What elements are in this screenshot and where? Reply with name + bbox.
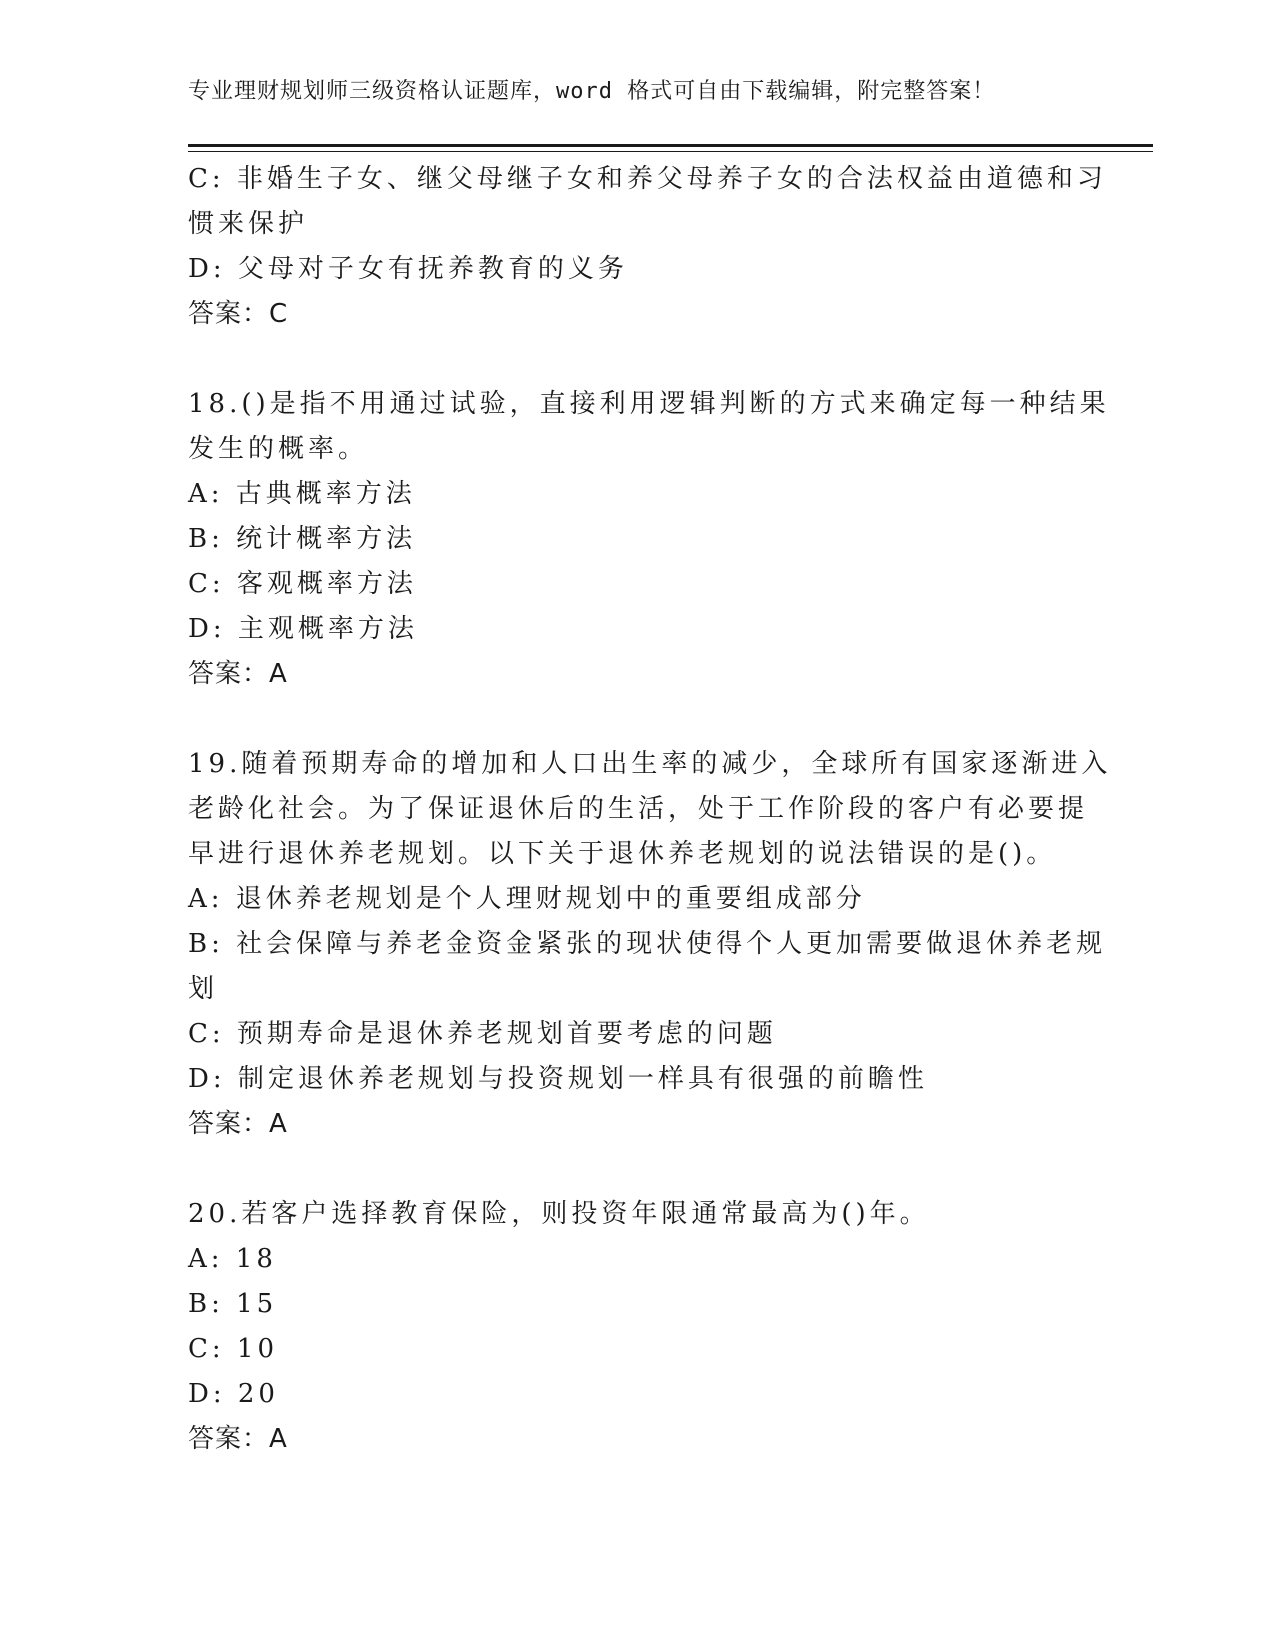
q20-option-a: A: 18: [188, 1244, 277, 1274]
q17-option-d: D: 父母对子女有抚养教育的义务: [188, 254, 628, 284]
question-17-tail: [188, 157, 1107, 337]
q17-answer: 答案：C: [188, 299, 289, 329]
q19-option-a: A: 退休养老规划是个人理财规划中的重要组成部分: [188, 884, 866, 914]
q18-stem-line1: 18.()是指不用通过试验，直接利用逻辑判断的方式来确定每一种结果: [188, 389, 1110, 419]
q19-stem-line2: 老龄化社会。为了保证退休后的生活，处于工作阶段的客户有必要提: [188, 794, 1089, 824]
header-rule-thick: [188, 144, 1153, 147]
q20-option-b: B: 15: [188, 1289, 278, 1319]
q18-option-c: C: 客观概率方法: [188, 569, 417, 599]
q18-option-d: D: 主观概率方法: [188, 614, 418, 644]
q19-option-b-line2: 划: [188, 974, 219, 1004]
q18-answer: 答案：A: [188, 659, 288, 689]
q17-option-c-line1: C: 非婚生子女、继父母继子女和养父母养子女的合法权益由道德和习: [188, 164, 1107, 194]
q20-stem: 20.若客户选择教育保险，则投资年限通常最高为()年。: [188, 1199, 930, 1229]
q19-option-c: C: 预期寿命是退休养老规划首要考虑的问题: [188, 1019, 777, 1049]
q20-option-c: C: 10: [188, 1334, 279, 1364]
q19-answer: 答案：A: [188, 1109, 288, 1139]
q17-option-c-line2: 惯来保护: [188, 209, 309, 239]
spacer: [188, 697, 1088, 742]
q19-option-d: D: 制定退休养老规划与投资规划一样具有很强的前瞻性: [188, 1064, 928, 1094]
spacer: [188, 1147, 1088, 1192]
q19-stem-line3: 早进行退休养老规划。以下关于退休养老规划的说法错误的是()。: [188, 839, 1057, 869]
q20-answer: 答案：A: [188, 1424, 288, 1454]
question-content: [188, 157, 1112, 1462]
q19-option-b-line1: B: 社会保障与养老金资金紧张的现状使得个人更加需要做退休养老规: [188, 929, 1107, 959]
question-19: [188, 742, 1112, 1147]
q20-option-d: D: 20: [188, 1379, 279, 1409]
q18-stem-line2: 发生的概率。: [188, 434, 369, 464]
question-20: [188, 1192, 1088, 1462]
q18-option-a: A: 古典概率方法: [188, 479, 416, 509]
header-rule-thin: [188, 151, 1153, 152]
question-18: [188, 382, 1110, 697]
q19-stem-line1: 19.随着预期寿命的增加和人口出生率的减少，全球所有国家逐渐进入: [188, 749, 1112, 779]
q18-option-b: B: 统计概率方法: [188, 524, 417, 554]
page-header: 专业理财规划师三级资格认证题库，word 格式可自由下载编辑，附完整答案！: [188, 79, 996, 104]
spacer: [188, 337, 1088, 382]
